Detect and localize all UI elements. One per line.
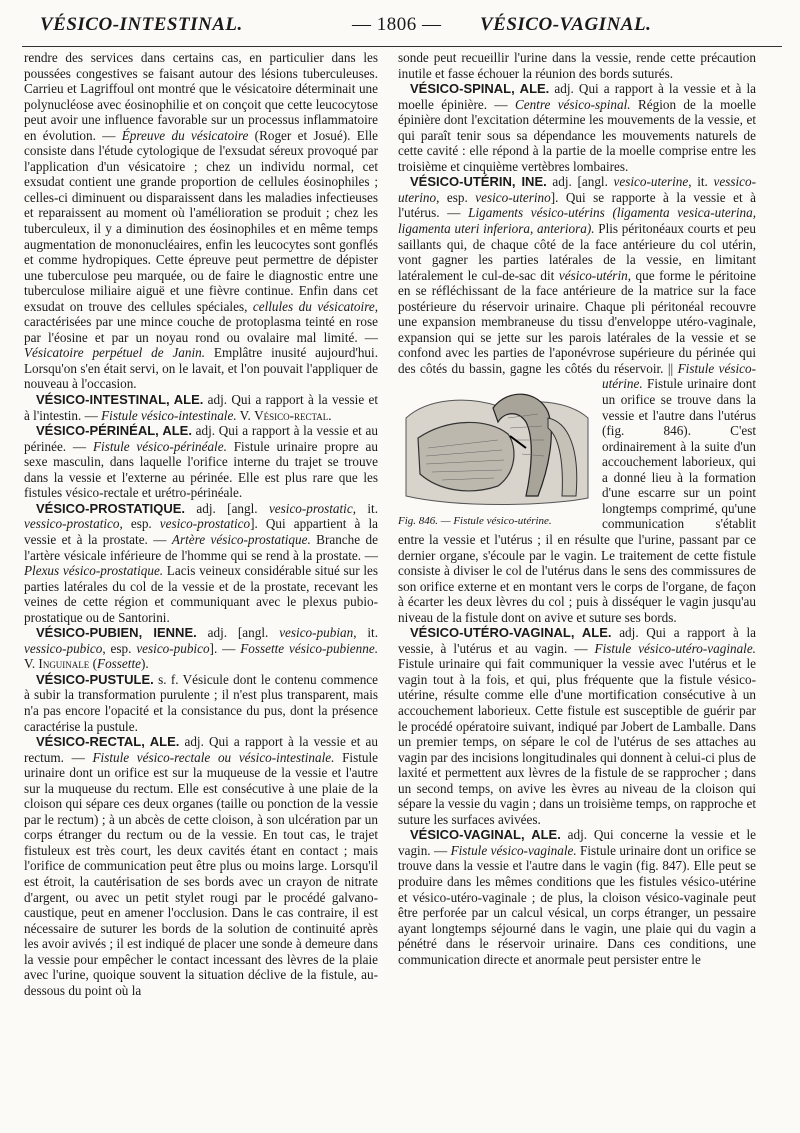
entry-vesico-pubien: VÉSICO-PUBIEN, IENNE. adj. [angl. vesico-pubian, it. vessico-pubico, esp. vesico-pubico]. — Fossette vésico-pubienne. V. Inguinale (Fossette).: [24, 625, 378, 672]
entry-vesico-prostatique: VÉSICO-PROSTATIQUE. adj. [angl. vesico-prostatic, it. vessico-prostatico, esp. vesico-prostatico]. Qui appartient à la vessie et à la prostate. — Artère vésico-prostatique. Branche de l'artère vésicale inférieure de l'homme qui se rend à la prostate. — Plexus vésico-prostatique. Lacis veineux considérable situé sur les parties latérales du col de la vessie et de la prostate, recevant les veines de cette région et communiquant avec le plexus pubio-prostatique ou de Santorini.: [24, 500, 378, 625]
running-header: [0, 14, 800, 44]
entry-continuation: sonde peut recueillir l'urine dans la vessie, rende cette précaution inutile et fasse échouer la réunion des bords suturés.: [398, 50, 756, 81]
headword: VÉSICO-UTÉRIN, INE.: [410, 174, 547, 190]
entry-vesico-vaginal: VÉSICO-VAGINAL, ALE. adj. Qui concerne la vessie et le vagin. — Fistule vésico-vaginale. Fistule urinaire dont un orifice se trouve dans la vessie et l'autre dans le vagin (fig. 847). Elle peut se produire dans les mêmes conditions que les fistules vésico-utérine et vésico-utéro-vaginale ; de plus, la cloison vésico-vaginale peut être perforée par un calcul vésical, un corps étranger, un pessaire ayant longtemps séjourné dans le vagin, une plaie qui du vagin a pénétré dans le réservoir urinaire. Dans ces conditions, une communication directe et anormale peut persister entre le: [398, 827, 756, 967]
entry-continuation: rendre des services dans certains cas, en particulier dans les poussées congestives se faisant autour des lésions tuberculeuses. Carrieu et Lagriffoul ont montré que le vésicatoire déterminait une polynucléose avec éosinophilie et on conçoit que cette leucocytose peut avoir une influence favorable sur un processus inflammatoire en évolution. — Épreuve du vésicatoire (Roger et Josué). Elle consiste dans l'étude cytologique de l'exsudat séreux provoqué par l'application d'un vésicatoire ; chez un individu normal, cet exsudat contient une grande proportion de cellules éosinophiles ; celles-ci diminuent ou disparaissent dans les maladies infectieuses et reparaissent au moment où l'amélioration se produit ; chez les tuberculeux, il y a diminution des éosinophiles et en même temps augmentation de mononucléaires, enfin les leucocytes sont gonflés et comme hydropiques. Cette épreuve peut permettre de dépister une tuberculose peu marquée, ou de faire le diagnostic entre une tuberculose miliaire aiguë et une fièvre continue. Enfin dans cet exsudat on trouve des cellules spéciales, cellules du vésicatoire, caractérisées par une mince couche de protoplasma teinté en rose par l'éosine et par un noyau rond ou ovalaire mal limité. — Vésicatoire perpétuel de Janin. Emplâtre inusité aujourd'hui. Lorsqu'on s'en était servi, on le lavait, et l'on pouvait l'appliquer de nouveau à l'occasion.: [24, 50, 379, 392]
entry-vesico-rectal: VÉSICO-RECTAL, ALE. adj. Qui a rapport à la vessie et au rectum. — Fistule vésico-rectale ou vésico-intestinale. Fistule urinaire dont un orifice est sur la muqueuse de la vessie et l'autre sur la muqueuse du rectum. Elle est consécutive à une plaie de la cloison qui sépare ces deux organes (taille ou ponction de la vessie par le rectum) ; à un abcès de cette cloison, à son ulcération par un corps étranger du rectum ou de la vessie. En tout cas, le trajet fistuleux est très court, les deux cavités étant en contact ; mais l'orifice de communication peut être plus ou moins large. Lorsqu'il est étroit, la cautérisation de ses bords avec un crayon de nitrate d'argent, ou avec un petit stylet rougi par le procédé galvano-caustique, peut en amener l'occlusion. Dans le cas contraire, il est nécessaire de suturer les bords de la solution de continuité après les avoir avivés ; il est indiqué de placer une sonde à demeure dans la vessie pour empêcher le contact incessant des lèvres de la plaie avec l'urine, quoique souvent la situation déclive de la fistule, au-dessous du point où la: [24, 734, 379, 998]
headword: VÉSICO-PUSTULE.: [36, 671, 154, 687]
anatomical-section-illustration: [398, 378, 594, 512]
entry-vesico-uterin: VÉSICO-UTÉRIN, INE. adj. [angl. vesico-uterine, it. vessico-uterino, esp. vesico-uterino]. Qui se rapporte à la vessie et à l'utérus. — Ligaments vésico-utérins (ligamenta vesica-uterina, ligamenta uteri inferiora, anteriora). Plis péritonéaux courts et peu saillants qui, de chaque côté de la face antérieure du col utérin, vont gagner les parties latérales de la vessie, en limitant latéralement le cul-de-sac dit vésico-utérin, que forme le péritoine en se réfléchissant de la face antérieure de la matrice sur la face postérieure du réservoir urinaire. Chaque pli péritonéal recouvre une expansion membraneuse du tissu d'enveloppe utéro-vaginale, expansion qui se jette sur les parois latérales de la vessie et se confond avec les parties de l'aponévrose supérieure du périnée qui des côtés du bassin, gagne les côtés du réservoir. || Fig. 846. — Fistule vésico-utérine. Fistule vésico-utérine. Fistule urinaire dont un orifice se trouve dans la vessie et l'autre dans l'utérus (fig. 846). C'est ordinairement à la suite d'un accouchement laborieux, qui a donné lieu à la formation d'une escarre sur un point longtemps comprimé, qu'une communication s'établit entre la vessie et l'utérus ; il en résulte que l'urine, passant par ce dernier organe, s'écoule par le vagin. Le traitement de cette fistule consiste à diviser le col de l'utérus dans le sens des commissures de son orifice externe et en montant vers le corps de l'organe, de façon à écarter les deux lèvres du col ; puis à disséquer le vagin jusqu'au niveau de la fistule dont on avive et suture ses bords.: [398, 174, 757, 625]
right-column: [398, 50, 756, 967]
figure-846: [398, 378, 594, 528]
entry-vesico-intestinal: VÉSICO-INTESTINAL, ALE. adj. Qui a rapport à la vessie et à l'intestin. — Fistule vésico-intestinale. V. Vésico-rectal.: [24, 392, 379, 423]
header-rule: [22, 46, 782, 47]
left-column: [24, 50, 378, 998]
header-left-word: VÉSICO-INTESTINAL.: [40, 14, 243, 35]
headword: VÉSICO-SPINAL, ALE.: [410, 81, 550, 97]
figure-caption: Fig. 846. — Fistule vésico-utérine.: [398, 515, 552, 528]
headword: VÉSICO-PROSTATIQUE.: [36, 500, 186, 516]
headword: VÉSICO-UTÉRO-VAGINAL, ALE.: [410, 625, 612, 641]
entry-vesico-pustule: VÉSICO-PUSTULE. s. f. Vésicule dont le contenu commence à subir la transformation purulente ; il n'est plus transparent, mais n'a pas encore l'opacité et la consistance du pus, dont la présence caractérise la pustule.: [24, 671, 378, 734]
headword: VÉSICO-INTESTINAL, ALE.: [36, 392, 204, 408]
headword: VÉSICO-PUBIEN, IENNE.: [36, 625, 197, 641]
page-number: — 1806 —: [352, 14, 442, 35]
entry-vesico-perineal: VÉSICO-PÉRINÉAL, ALE. adj. Qui a rapport à la vessie et au périnée. — Fistule vésico-périnéale. Fistule urinaire propre au sexe masculin, dans laquelle l'orifice interne du trajet se trouve dans la vessie et l'externe au périnée. Elle est plus rare que les fistules vésico-rectale et urétro-périnéale.: [24, 423, 378, 501]
headword: VÉSICO-RECTAL, ALE.: [36, 734, 180, 750]
entry-vesico-utero-vaginal: VÉSICO-UTÉRO-VAGINAL, ALE. adj. Qui a rapport à la vessie, à l'utérus et au vagin. — Fistule vésico-utéro-vaginale. Fistule urinaire qui fait communiquer la vessie avec l'utérus et le vagin tout à la fois, et qui, plus fréquente que la fistule vésico-utérine, résulte comme elle d'une mortification consécutive à un accouchement laborieux. Cette fistule est susceptible de guérir par le procédé opératoire suivant, indiqué par Jobert de Lamballe. Dans un premier temps, on sépare le col de l'utérus de ses attaches au vagin par des incisions longitudinales qui donnent à celui-ci plus de laxité et permettent aux lèvres de la fistule de se rapprocher ; dans un second temps, on avive les èvres au niveau de la cloison qui sépare la vessie du vagin ; dans un troisième temps, on rapproche et suture les surfaces avivées.: [398, 625, 757, 827]
headword: VÉSICO-PÉRINÉAL, ALE.: [36, 423, 192, 439]
header-right-word: VÉSICO-VAGINAL.: [480, 14, 652, 35]
entry-vesico-spinal: VÉSICO-SPINAL, ALE. adj. Qui a rapport à la vessie et à la moelle épinière. — Centre vésico-spinal. Région de la moelle épinière dont l'excitation détermine les mouvements de la vessie, et qui paraît tenir sous sa dépendance les mouvements naturels de cette cavité : elle répond à la partie de la moelle comprise entre les troisième et cinquième vertèbres lombaires.: [398, 81, 756, 174]
headword: VÉSICO-VAGINAL, ALE.: [410, 827, 561, 843]
